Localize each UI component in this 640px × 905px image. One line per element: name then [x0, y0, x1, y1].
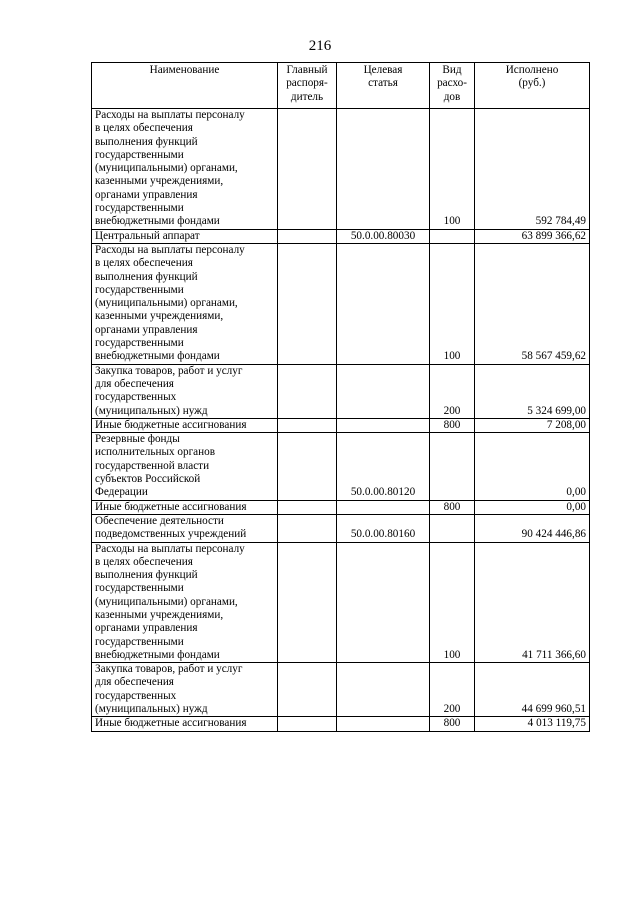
- row-amount: 592 784,49: [475, 109, 590, 230]
- budget-execution-table: [91, 62, 590, 732]
- header-amount: Исполнено (руб.): [475, 63, 590, 109]
- row-target-code: 50.0.00.80120: [337, 433, 430, 500]
- row-expense-kind: [430, 433, 475, 500]
- row-target-code: [337, 663, 430, 717]
- table-row: [92, 243, 590, 364]
- row-expense-kind: 800: [430, 418, 475, 432]
- row-expense-kind: 200: [430, 364, 475, 418]
- row-expense-kind: 100: [430, 542, 475, 663]
- row-amount: 41 711 366,60: [475, 542, 590, 663]
- row-amount: 4 013 119,75: [475, 717, 590, 731]
- table-row: [92, 542, 590, 663]
- row-name: Расходы на выплаты персоналу в целях обеспечения выполнения функций государственными (муниципальными) органами, казенными учреждениями, органами управления государственными внебюджетными фондами: [92, 542, 278, 663]
- row-amount: 0,00: [475, 500, 590, 514]
- row-expense-kind: 800: [430, 500, 475, 514]
- row-target-code: [337, 418, 430, 432]
- row-admin: [278, 542, 337, 663]
- row-admin: [278, 418, 337, 432]
- row-amount: 63 899 366,62: [475, 229, 590, 243]
- row-admin: [278, 717, 337, 731]
- table-row: [92, 433, 590, 500]
- row-admin: [278, 500, 337, 514]
- row-amount: 0,00: [475, 433, 590, 500]
- row-admin: [278, 663, 337, 717]
- row-target-code: [337, 243, 430, 364]
- row-name: Расходы на выплаты персоналу в целях обеспечения выполнения функций государственными (муниципальными) органами, казенными учреждениями, органами управления государственными внебюджетными фондами: [92, 243, 278, 364]
- row-target-code: 50.0.00.80030: [337, 229, 430, 243]
- header-name: Наименование: [92, 63, 278, 109]
- row-expense-kind: [430, 229, 475, 243]
- row-admin: [278, 364, 337, 418]
- row-target-code: [337, 364, 430, 418]
- row-name: Иные бюджетные ассигнования: [92, 418, 278, 432]
- row-expense-kind: 100: [430, 243, 475, 364]
- table-row: [92, 364, 590, 418]
- row-amount: 44 699 960,51: [475, 663, 590, 717]
- row-target-code: [337, 542, 430, 663]
- row-amount: 58 567 459,62: [475, 243, 590, 364]
- row-amount: 90 424 446,86: [475, 514, 590, 542]
- row-target-code: [337, 500, 430, 514]
- row-name: Закупка товаров, работ и услуг для обеспечения государственных (муниципальных) нужд: [92, 663, 278, 717]
- table-row: [92, 229, 590, 243]
- row-name: Резервные фонды исполнительных органов государственной власти субъектов Российской Федерации: [92, 433, 278, 500]
- row-admin: [278, 514, 337, 542]
- table-row: [92, 500, 590, 514]
- row-expense-kind: 200: [430, 663, 475, 717]
- row-expense-kind: 100: [430, 109, 475, 230]
- row-amount: 5 324 699,00: [475, 364, 590, 418]
- table-row: [92, 663, 590, 717]
- table-row: [92, 514, 590, 542]
- row-admin: [278, 109, 337, 230]
- header-expense-kind: Вид расхо- дов: [430, 63, 475, 109]
- table-row: [92, 717, 590, 731]
- row-target-code: [337, 109, 430, 230]
- row-target-code: [337, 717, 430, 731]
- table-row: [92, 418, 590, 432]
- row-name: Расходы на выплаты персоналу в целях обеспечения выполнения функций государственными (муниципальными) органами, казенными учреждениями, органами управления государственными внебюджетными фондами: [92, 109, 278, 230]
- row-amount: 7 208,00: [475, 418, 590, 432]
- row-name: Обеспечение деятельности подведомственных учреждений: [92, 514, 278, 542]
- table-row: [92, 109, 590, 230]
- header-admin: Главный распоря- дитель: [278, 63, 337, 109]
- page-number: 216: [308, 38, 332, 54]
- header-target-code: Целевая статья: [337, 63, 430, 109]
- row-admin: [278, 433, 337, 500]
- row-admin: [278, 243, 337, 364]
- row-name: Иные бюджетные ассигнования: [92, 500, 278, 514]
- row-target-code: 50.0.00.80160: [337, 514, 430, 542]
- row-name: Центральный аппарат: [92, 229, 278, 243]
- row-name: Иные бюджетные ассигнования: [92, 717, 278, 731]
- row-expense-kind: [430, 514, 475, 542]
- row-expense-kind: 800: [430, 717, 475, 731]
- row-name: Закупка товаров, работ и услуг для обеспечения государственных (муниципальных) нужд: [92, 364, 278, 418]
- row-admin: [278, 229, 337, 243]
- table-header-row: [92, 63, 590, 109]
